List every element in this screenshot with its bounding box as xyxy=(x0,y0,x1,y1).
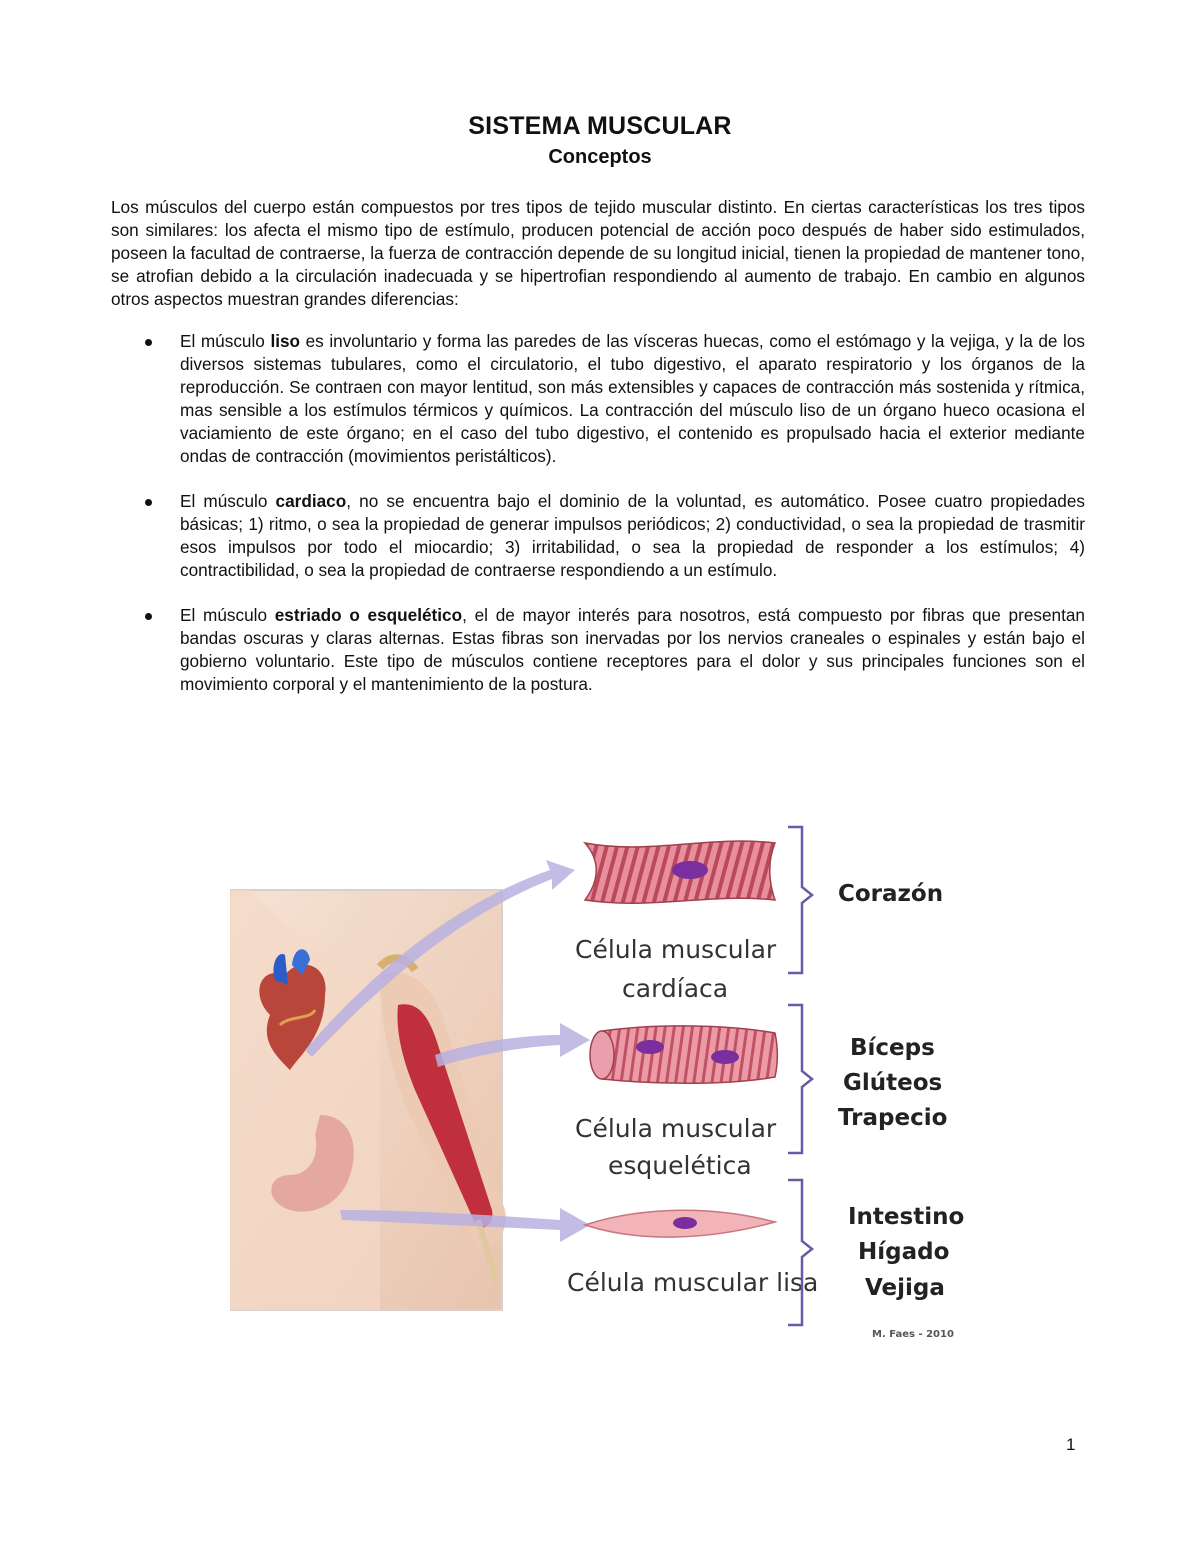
term-estriado: estriado o esquelético xyxy=(274,605,463,625)
cardiac-label-line2: cardíaca xyxy=(622,974,729,1003)
intro-paragraph: Los músculos del cuerpo están compuestos por tres tipos de tejido muscular distinto. En ciertas características los tres tipos son similares: los afecta el mismo tipo de estímulo, producen potencial de acción poco después de haber sido estimulados, poseen la facultad de contraerse, la fuerza de contracción depende de su longitud inicial, tienen la propiedad de mantener tono, se atrofian debido a la circulación inadecuada y se hipertrofian respondiendo al aumento de trabajo. En cambio en algunos otros aspectos muestran grandes diferencias: xyxy=(111,197,1085,309)
smooth-organ-1: Intestino xyxy=(848,1204,965,1230)
smooth-organ-2: Hígado xyxy=(858,1239,950,1265)
list-item-estriado: El músculo estriado o esquelético, el de mayor interés para nosotros, está compuesto por fibras que presentan bandas oscuras y claras alternas. Estas fibras son inervadas por los nervios craneales o espinales y están bajo el gobierno voluntario. Este tipo de músculos contiene receptores para el dolor y sus principales funciones son el movimiento corporal y el mantenimiento de la postura. xyxy=(111,604,1085,696)
muscle-cells-figure xyxy=(230,815,990,1355)
term-liso: liso xyxy=(270,331,301,351)
bracket-skeletal xyxy=(788,1005,812,1153)
bullet-icon xyxy=(145,499,152,506)
list-item-cardiaco: El músculo cardiaco, no se encuentra bajo el dominio de la voluntad, es automático. Posee cuatro propiedades básicas; 1) ritmo, o sea la propiedad de generar impulsos periódicos; 2) conductividad, o sea la propiedad de trasmitir esos impulsos por todo el miocardio; 3) irritabilidad, o sea la propiedad de responder a los estímulos; 4) contractibilidad, o sea la propiedad de contraerse respondiendo a un estímulo. xyxy=(111,490,1085,582)
smooth-organ-3: Vejiga xyxy=(865,1275,945,1301)
cardiac-organ: Corazón xyxy=(838,881,944,907)
skeletal-cell-icon xyxy=(590,1026,777,1083)
skeletal-label-line2: esquelética xyxy=(608,1151,752,1180)
document-title: SISTEMA MUSCULAR xyxy=(468,112,732,140)
skeletal-organ-3: Trapecio xyxy=(838,1105,948,1131)
smooth-cell-icon xyxy=(585,1210,775,1237)
bracket-cardiac xyxy=(788,827,812,973)
cardiac-label-line1: Célula muscular xyxy=(575,935,777,964)
bracket-smooth xyxy=(788,1180,812,1325)
skeletal-organ-2: Glúteos xyxy=(843,1070,943,1096)
list-item-liso: El músculo liso es involuntario y forma las paredes de las vísceras huecas, como el estómago y la vejiga, y la de los diversos sistemas tubulares, como el circulatorio, el tubo digestivo, el aparato respiratorio y los órganos de la reproducción. Se contraen con mayor lentitud, son más extensibles y capaces de contracción más sostenida y rítmica, mas sensible a los estímulos térmicos y químicos. La contracción del músculo liso de un órgano hueco ocasiona el vaciamiento de este órgano; en el caso del tubo digestivo, el contenido es propulsado hacia el exterior mediante ondas de contracción (movimientos peristálticos). xyxy=(111,330,1085,468)
body-illustration xyxy=(230,890,506,1310)
page-number: 1 xyxy=(1066,1435,1076,1454)
muscle-type-list xyxy=(111,330,1085,718)
bullet-icon xyxy=(145,613,152,620)
cardiac-cell-icon xyxy=(585,841,775,903)
term-cardiaco: cardiaco xyxy=(275,491,347,511)
bullet-icon xyxy=(145,339,152,346)
document-subtitle: Conceptos xyxy=(548,146,652,168)
figure-credit: M. Faes - 2010 xyxy=(872,1329,954,1340)
skeletal-label-line1: Célula muscular xyxy=(575,1114,777,1143)
skeletal-organ-1: Bíceps xyxy=(850,1035,935,1061)
brackets xyxy=(788,827,812,1325)
smooth-label: Célula muscular lisa xyxy=(567,1268,819,1297)
